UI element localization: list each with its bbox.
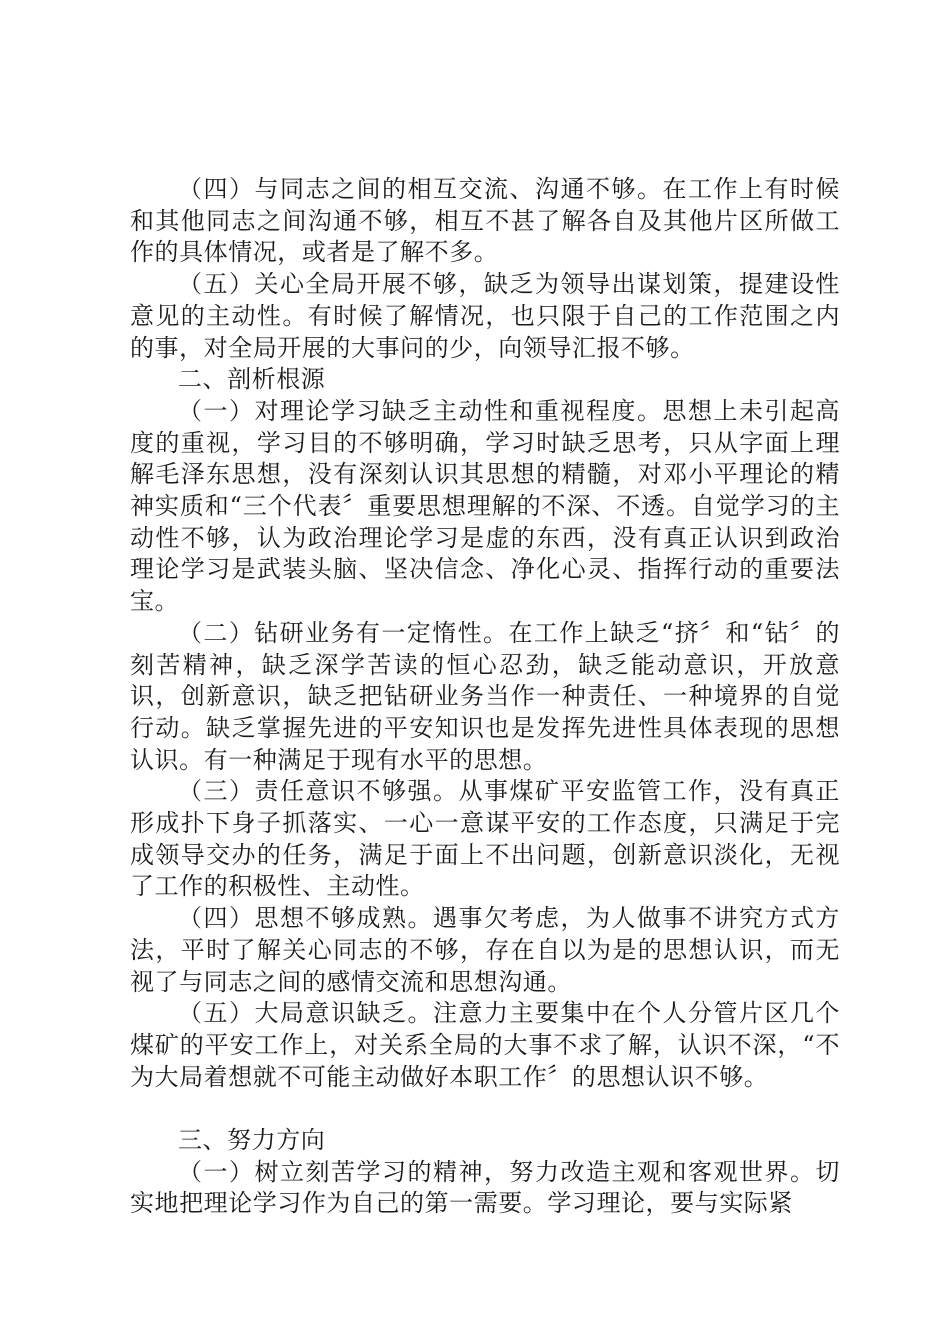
paragraph-overall-care: （五）关心全局开展不够，缺乏为领导出谋划策，提建设性意见的主动性。有时候了解情况，也只限于自己的工作范围之内的事，对全局开展的大事问的少，向领导汇报不够。 [130,270,840,362]
paragraph-theory-study: （一）对理论学习缺乏主动性和重视程度。思想上未引起高度的重视，学习目的不够明确，学习时缺乏思考，只从字面上理解毛泽东思想，没有深刻认识其思想的精髓，对邓小平理论的精神实质和“三个代表〞重要思想理解的不深、不透。自觉学习的主动性不够，认为政治理论学习是虚的东西，没有真正认识到政治理论学习是武装头脑、坚决信念、净化心灵、指挥行动的重要法宝。 [130,396,840,616]
section-heading-root-cause: 二、剖析根源 [178,365,326,394]
paragraph-hard-study: （一）树立刻苦学习的精神，努力改造主观和客观世界。切实地把理论学习作为自己的第一需要。学习理论，要与实际紧 [130,1157,840,1218]
paragraph-business-study: （二）钻研业务有一定惰性。在工作上缺乏“挤〞和“钻〞的刻苦精神，缺乏深学苦读的恒心忍劲，缺乏能动意识，开放意识，创新意识，缺乏把钻研业务当作一种责任、一种境界的自觉行动。缺乏掌握先进的平安知识也是发挥先进性具体表现的思想认识。有一种满足于现有水平的思想。 [130,618,840,774]
paragraph-communication: （四）与同志之间的相互交流、沟通不够。在工作上有时候和其他同志之间沟通不够，相互不甚了解各自及其他片区所做工作的具体情况，或者是了解不多。 [130,175,840,267]
document-page [130,174,840,1220]
section-heading-direction: 三、努力方向 [178,1126,326,1155]
paragraph-overall-awareness: （五）大局意识缺乏。注意力主要集中在个人分管片区几个煤矿的平安工作上，对关系全局的大事不求了解，认识不深，“不为大局着想就不可能主动做好本职工作〞的思想认识不够。 [130,999,840,1091]
blank-line [130,1093,840,1125]
paragraph-responsibility: （三）责任意识不够强。从事煤矿平安监管工作，没有真正形成扑下身子抓落实、一心一意谋平安的工作态度，只满足于完成领导交办的任务，满足于面上不出问题，创新意识淡化，无视了工作的积极性、主动性。 [130,777,840,901]
paragraph-maturity: （四）思想不够成熟。遇事欠考虑，为人做事不讲究方式方法，平时了解关心同志的不够，存在自以为是的思想认识，而无视了与同志之间的感情交流和思想沟通。 [130,904,840,996]
